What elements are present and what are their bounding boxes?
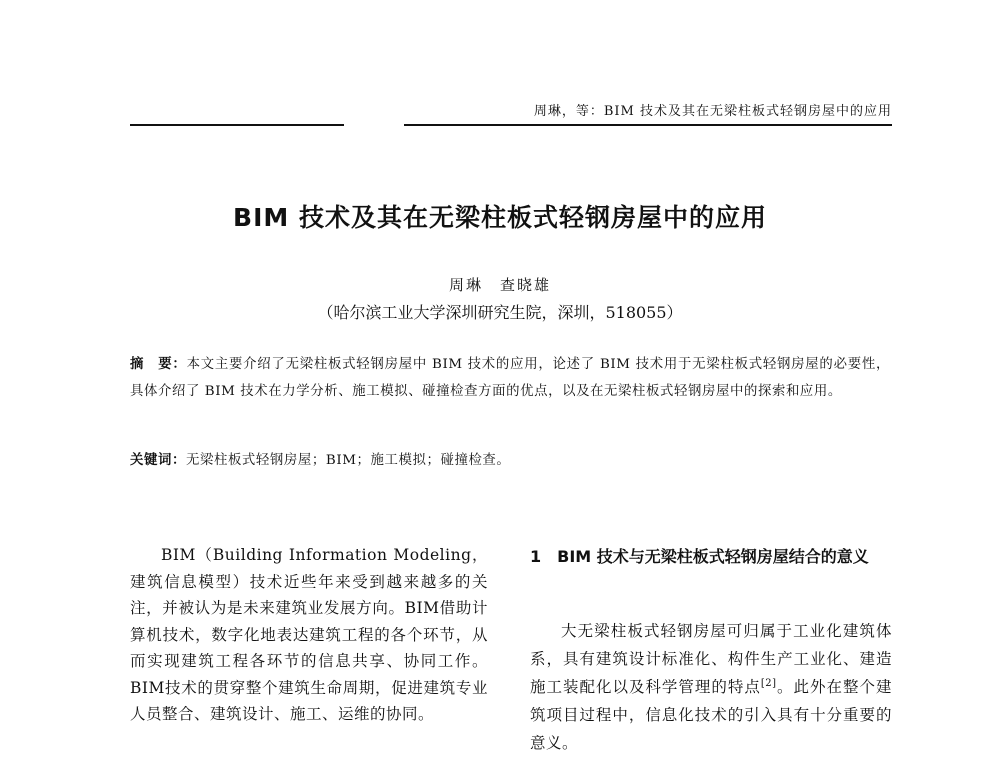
body-right-column xyxy=(530,617,892,757)
keywords-text: 无梁柱板式轻钢房屋；BIM；施工模拟；碰撞检查。 xyxy=(185,453,511,468)
citation-marker: [2] xyxy=(760,677,777,689)
authors: 周琳 查晓雄 xyxy=(448,276,551,294)
right-paragraph-b: 。此外在整个建筑项目过程中，信息化技术的引入具有十分重要的意义。 xyxy=(530,678,892,752)
running-header: 周琳，等：BIM 技术及其在无梁柱板式轻钢房屋中的应用 xyxy=(533,104,892,119)
abstract xyxy=(130,351,890,405)
section-heading: 1 BIM 技术与无梁柱板式轻钢房屋结合的意义 xyxy=(530,547,869,566)
header-rule-left xyxy=(130,124,344,126)
paper-title: BIM 技术及其在无梁柱板式轻钢房屋中的应用 xyxy=(233,203,767,232)
keywords xyxy=(130,447,890,474)
abstract-label: 摘 要： xyxy=(130,357,187,372)
body-left-column: BIM（Building Information Modeling，建筑信息模型）技术近些年来受到越来越多的关注，并被认为是未来建筑业发展方向。BIM借助计算机技术，数字化地表达建筑工程的各个环节，从而实现建筑工程各环节的信息共享、协同工作。BIM技术的贯穿整个建筑生命周期，促进建筑专业人员整合、建筑设计、施工、运维的协同。 xyxy=(130,546,488,723)
right-paragraph-a: 大无梁柱板式轻钢房屋可归属于工业化建筑体系，具有建筑设计标准化、构件生产工业化、建造施工装配化以及科学管理的特点 xyxy=(530,622,892,696)
header-rule-right xyxy=(404,124,892,126)
affiliation: （哈尔滨工业大学深圳研究生院，深圳，518055） xyxy=(317,303,683,322)
keywords-label: 关键词： xyxy=(130,453,186,468)
abstract-text: 本文主要介绍了无梁柱板式轻钢房屋中 BIM 技术的应用，论述了 BIM 技术用于无梁柱板式轻钢房屋的必要性，具体介绍了 BIM 技术在力学分析、施工模拟、碰撞检查方面的优点，以及在无梁柱板式轻钢房屋中的探索和应用。 xyxy=(130,357,890,399)
